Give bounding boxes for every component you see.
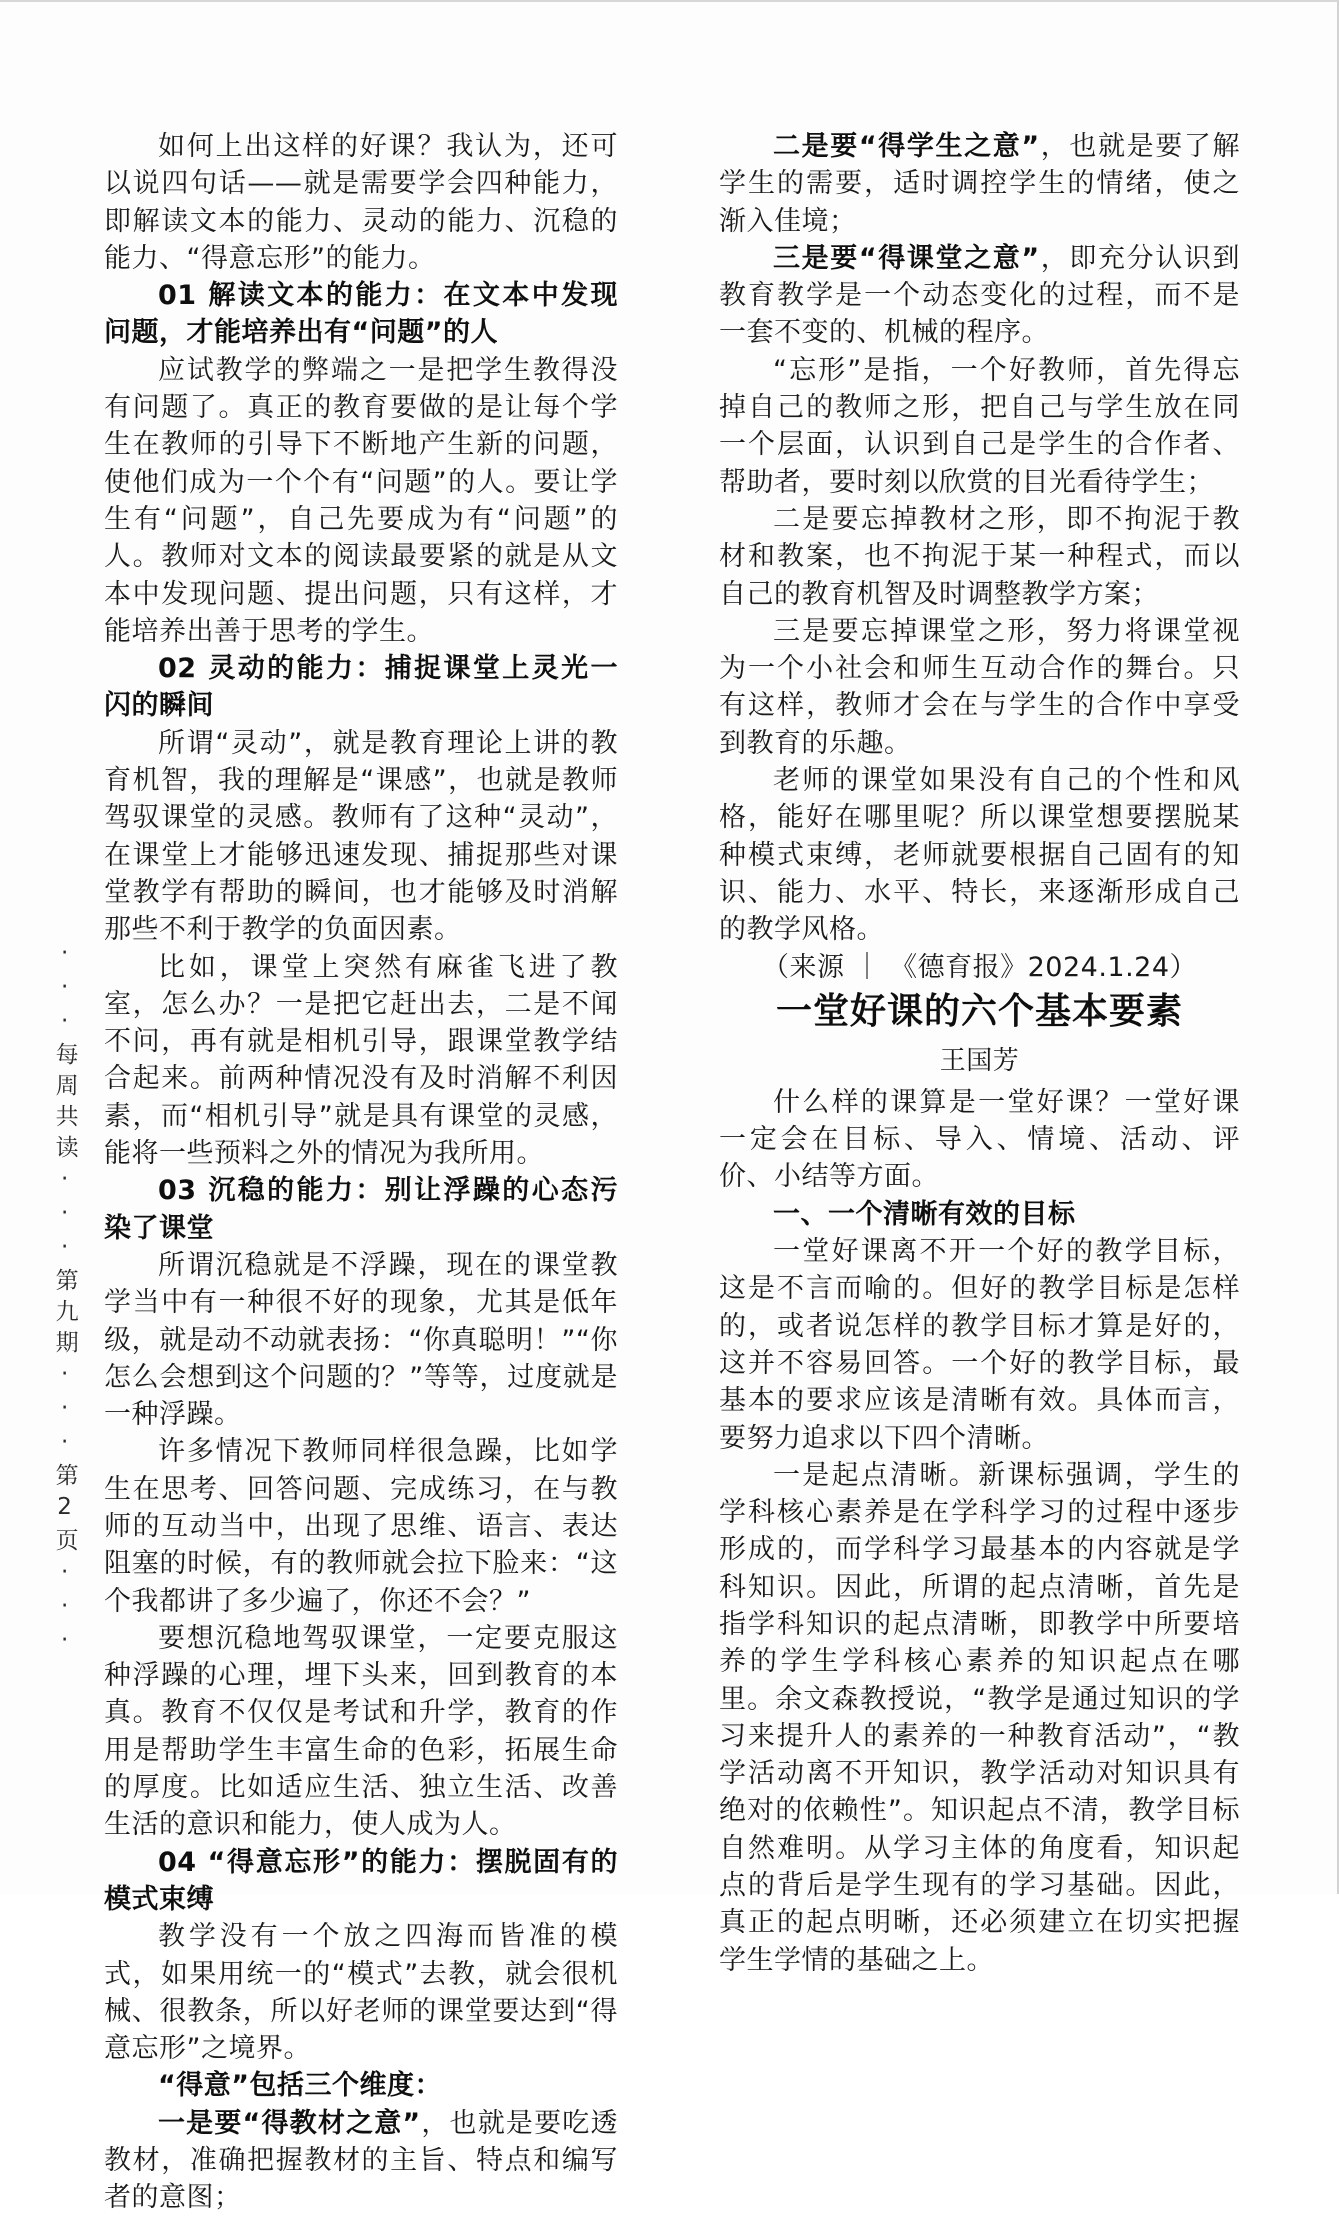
section-heading: 01 解读文本的能力：在文本中发现问题，才能培养出有“问题”的人 <box>104 280 618 349</box>
paragraph <box>719 128 1240 240</box>
paragraph: 教学没有一个放之四海而皆准的模式，如果用统一的“模式”去教，就会很机械、很教条，所以好老师的课堂要达到“得意忘形”之境界。 <box>104 1921 618 2065</box>
paragraph <box>104 2105 618 2217</box>
section-heading: 一、一个清晰有效的目标 <box>773 1198 1076 1230</box>
article-author: 王国芳 <box>939 1045 1020 1076</box>
bold-lead: 一是要“得教材之意” <box>158 2107 421 2139</box>
issue-sidebar-vertical-text: ···每周共读···第九期···第2页··· <box>51 940 78 1661</box>
paragraph: 老师的课堂如果没有自己的个性和风格，能好在哪里呢？所以课堂想要摆脱某种模式束缚，老师就要根据自己固有的知识、能力、水平、特长，来逐渐形成自己的教学风格。 <box>719 765 1240 946</box>
bold-lead: 三是要“得课堂之意” <box>773 242 1040 274</box>
paragraph: 一是起点清晰。新课标强调，学生的学科核心素养是在学科学习的过程中逐步形成的，而学科学习最基本的内容就是学科知识。因此，所谓的起点清晰，首先是指学科知识的起点清晰，即教学中所要培养的学生学科核心素养的知识起点在哪里。余文森教授说，“教学是通过知识的学习来提升人的素养的一种教育活动”，“教学活动离不开知识，教学活动对知识具有绝对的依赖性”。知识起点不清，教学目标自然难明。从学习主体的角度看，知识起点的背后是学生现有的学习基础。因此，真正的起点明晰，还必须建立在切实把握学生学情的基础之上。 <box>719 1459 1240 1976</box>
source-attribution: （来源 ｜ 《德育报》2024.1.24） <box>761 951 1198 983</box>
paragraph: 什么样的课算是一堂好课？一堂好课一定会在目标、导入、情境、活动、评价、小结等方面。 <box>719 1086 1240 1193</box>
section-heading: “得意”包括三个维度： <box>158 2070 442 2102</box>
paragraph: 要想沉稳地驾驭课堂，一定要克服这种浮躁的心理，埋下头来，回到教育的本真。教育不仅仅是考试和升学，教育的作用是帮助学生丰富生命的色彩，拓展生命的厚度。比如适应生活、独立生活、改善生活的意识和能力，使人成为人。 <box>104 1622 618 1841</box>
paragraph: 许多情况下教师同样很急躁，比如学生在思考、回答问题、完成练习，在与教师的互动当中，出现了思维、语言、表达阻塞的时候，有的教师就会拉下脸来：“这个我都讲了多少遍了，你还不会？” <box>104 1436 618 1617</box>
paragraph: “忘形”是指，一个好教师，首先得忘掉自己的教师之形，把自己与学生放在同一个层面，认识到自己是学生的合作者、帮助者，要时刻以欣赏的目光看待学生； <box>719 354 1240 498</box>
bold-lead: 二是要“得学生之意” <box>773 131 1040 162</box>
paragraph <box>719 240 1240 352</box>
column-left <box>104 128 618 2217</box>
section-heading: 02 灵动的能力：捕捉课堂上灵光一闪的瞬间 <box>104 653 618 722</box>
paragraph: 如何上出这样的好课？我认为，还可以说四句话——就是需要学会四种能力，即解读文本的能力、灵动的能力、沉稳的能力、“得意忘形”的能力。 <box>104 131 618 274</box>
paragraph: 二是要忘掉教材之形，即不拘泥于教材和教案，也不拘泥于某一种程式，而以自己的教育机智及时调整教学方案； <box>719 503 1240 610</box>
paragraph-text: ，也就是要吃透教材，准确把握教材的主旨、特点和编写者的意图； <box>104 2107 618 2214</box>
paragraph: 所谓沉稳就是不浮躁，现在的课堂教学当中有一种很不好的现象，尤其是低年级，就是动不动就表扬：“你真聪明！”“你怎么会想到这个问题的？”等等，过度就是一种浮躁。 <box>104 1249 618 1431</box>
paragraph: 所谓“灵动”，就是教育理论上讲的教育机智，我的理解是“课感”，也就是教师驾驭课堂的灵感。教师有了这种“灵动”，在课堂上才能够迅速发现、捕捉那些对课堂教学有帮助的瞬间，也才能够及时消解那些不利于教学的负面因素。 <box>104 727 618 946</box>
paragraph: 应试教学的弊端之一是把学生教得没有问题了。真正的教育要做的是让每个学生在教师的引导下不断地产生新的问题，使他们成为一个个有“问题”的人。要让学生有“问题”，自己先要成为有“问题”的人。教师对文本的阅读最要紧的就是从文本中发现问题、提出问题，只有这样，才能培养出善于思考的学生。 <box>104 354 618 647</box>
paragraph: 三是要忘掉课堂之形，努力将课堂视为一个小社会和师生互动合作的舞台。只有这样，教师才会在与学生的合作中享受到教育的乐趣。 <box>719 615 1240 759</box>
column-right <box>719 128 1240 1979</box>
paragraph: 比如，课堂上突然有麻雀飞进了教室，怎么办？一是把它赶出去，二是不闻不问，再有就是相机引导，跟课堂教学结合起来。前两种情况没有及时消解不利因素，而“相机引导”就是具有课堂的灵感，能将一些预料之外的情况为我所用。 <box>104 951 618 1170</box>
article-title: 一堂好课的六个基本要素 <box>775 990 1183 1032</box>
section-heading: 03 沉稳的能力：别让浮躁的心态污染了课堂 <box>104 1175 618 1244</box>
section-heading: 04 “得意忘形”的能力：摆脱固有的模式束缚 <box>104 1846 618 1915</box>
paragraph-text: ，即充分认识到教育教学是一个动态变化的过程，而不是一套不变的、机械的程序。 <box>719 242 1240 349</box>
paragraph-text: ，也就是要了解学生的需要，适时调控学生的情绪，使之渐入佳境； <box>719 131 1240 237</box>
paragraph: 一堂好课离不开一个好的教学目标，这是不言而喻的。但好的教学目标是怎样的，或者说怎样的教学目标才算是好的，这并不容易回答。一个好的教学目标，最基本的要求应该是清晰有效。具体而言，要努力追求以下四个清晰。 <box>719 1236 1240 1454</box>
